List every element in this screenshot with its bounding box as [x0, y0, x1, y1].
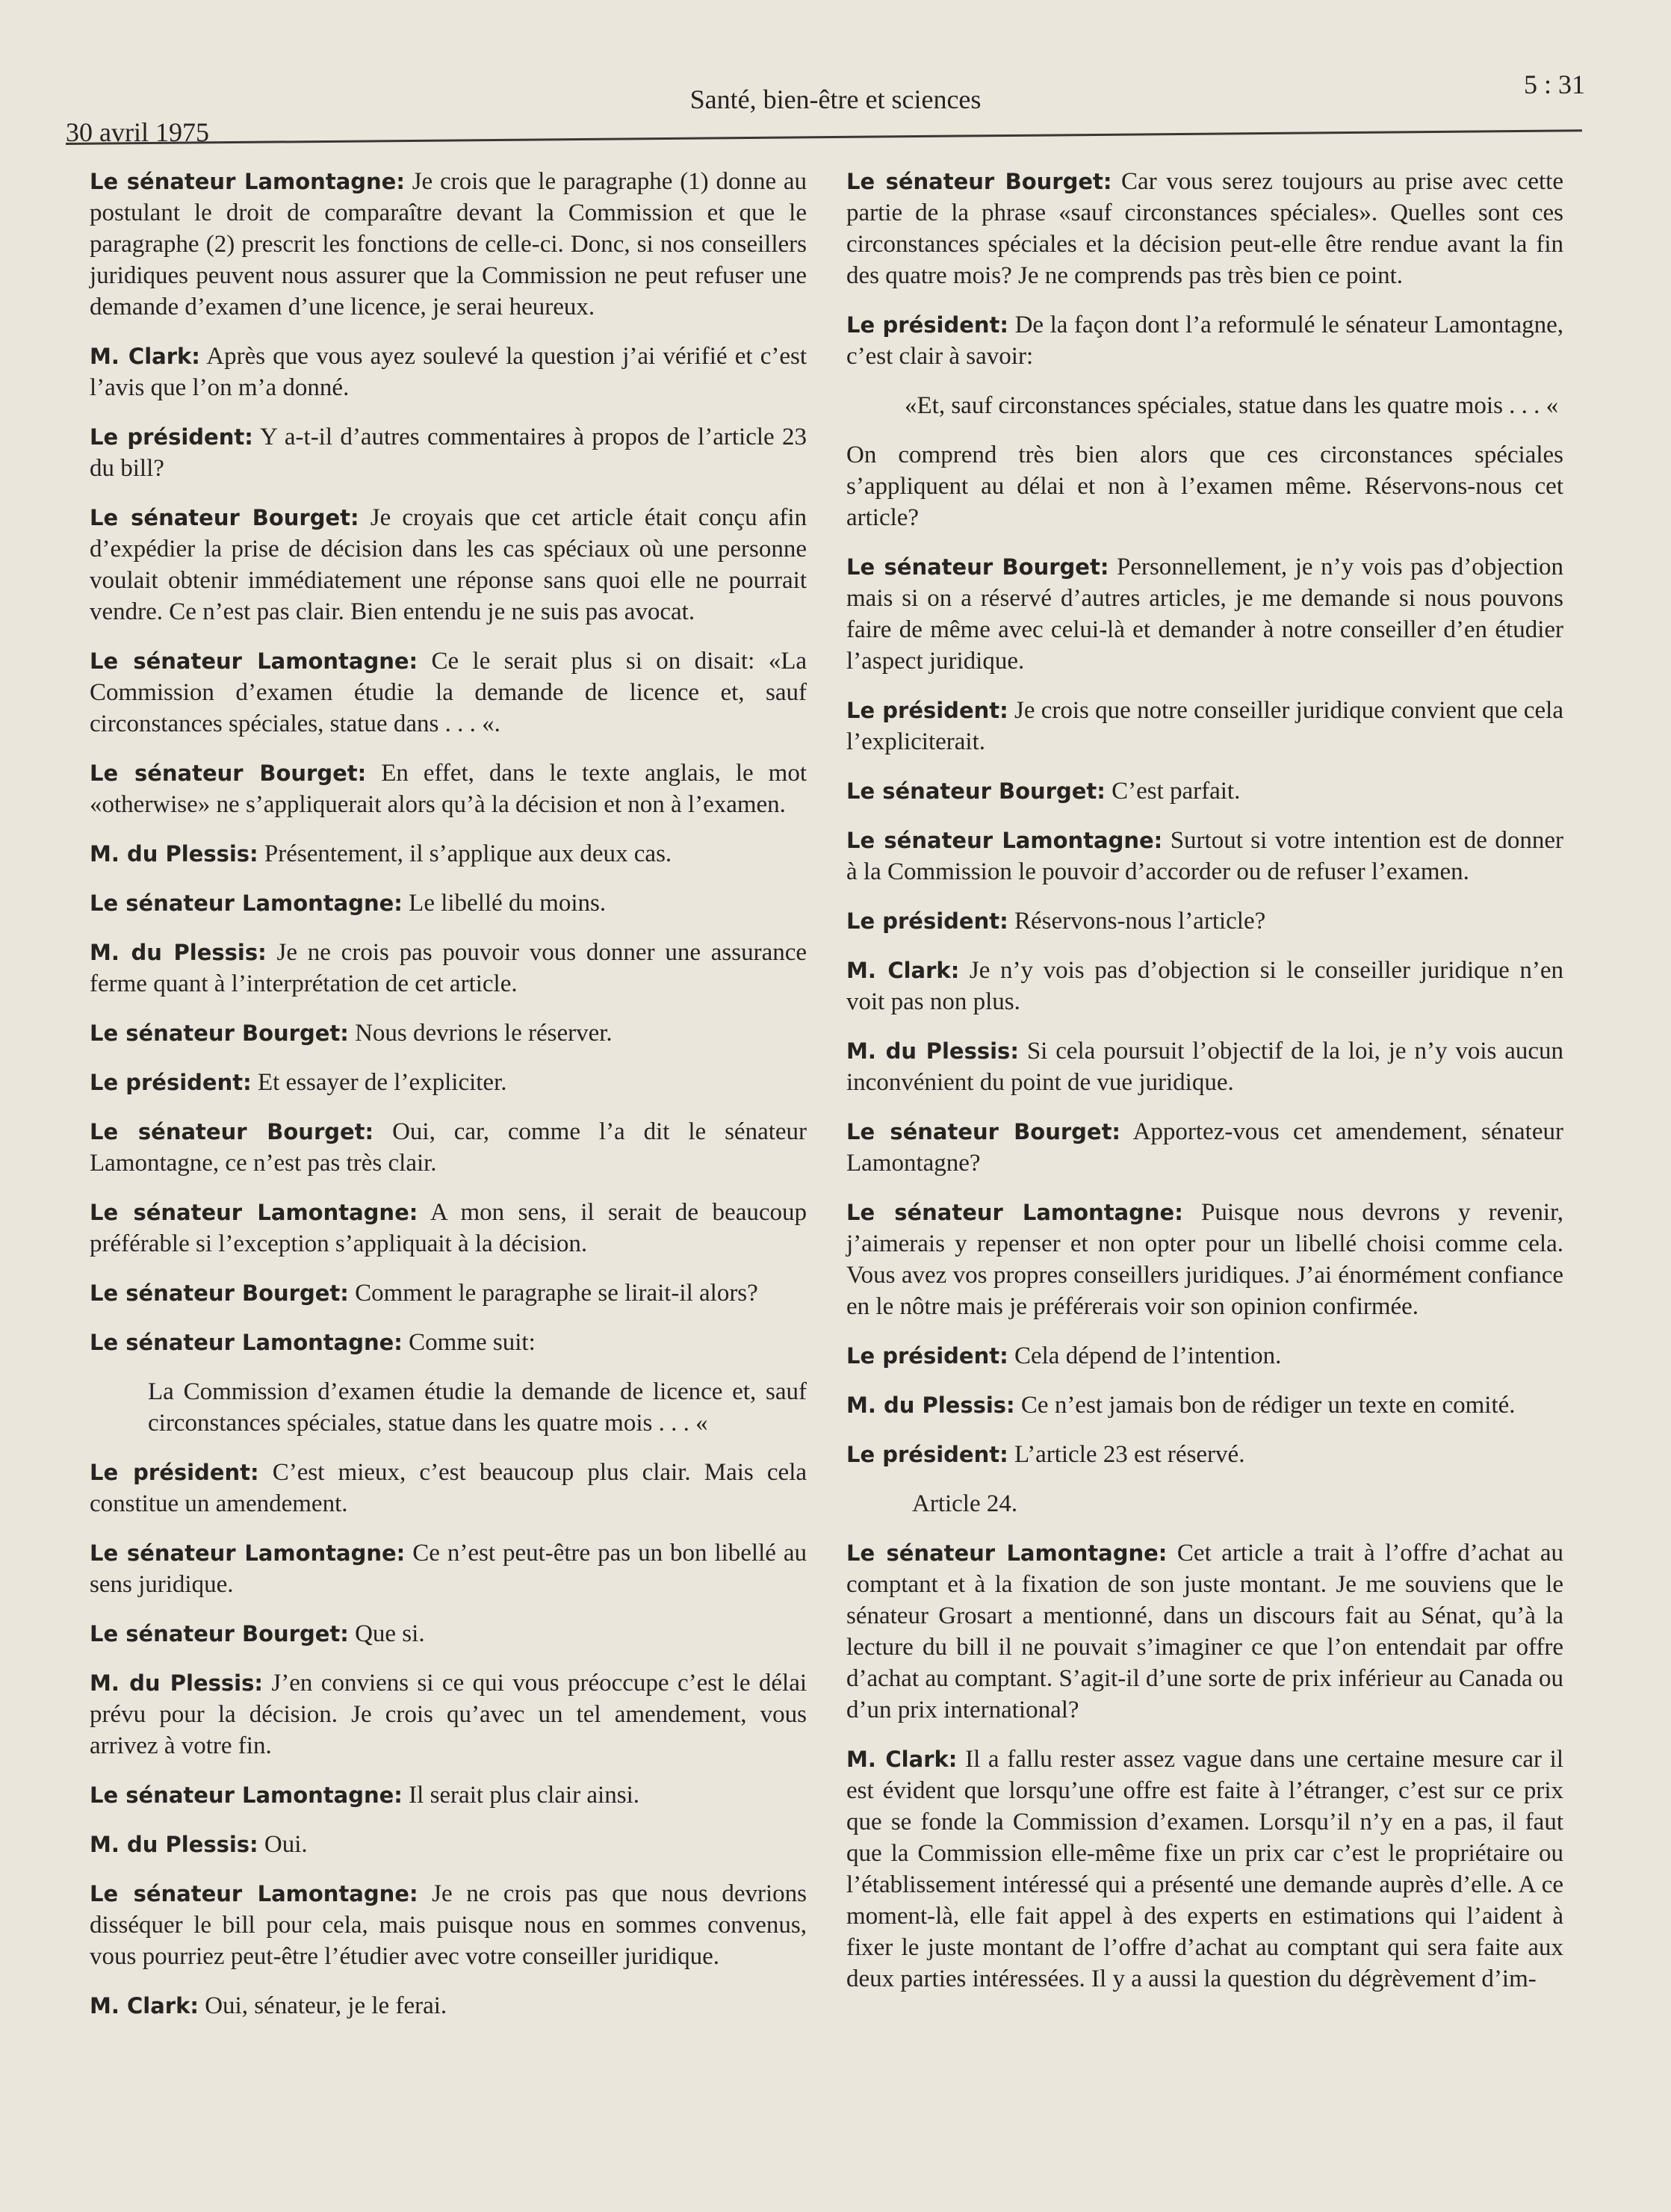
speaker-name: Le sénateur Bourget:	[90, 1119, 374, 1144]
speech-paragraph	[90, 1197, 807, 1260]
speaker-name: Le sénateur Lamontagne:	[90, 1881, 418, 1906]
speaker-name: Le sénateur Lamontagne:	[90, 648, 418, 674]
speaker-name: Le président:	[846, 1343, 1008, 1369]
speech-paragraph	[846, 775, 1563, 807]
speaker-name: M. du Plessis:	[90, 1832, 258, 1857]
speaker-name: M. Clark:	[90, 344, 200, 369]
speaker-name: Le sénateur Lamontagne:	[90, 1200, 418, 1225]
speaker-name: Le président:	[90, 1460, 259, 1485]
speaker-name: Le sénateur Lamontagne:	[90, 1330, 403, 1355]
speech-text: Réservons-nous l’article?	[1014, 908, 1266, 935]
speech-paragraph	[846, 825, 1563, 887]
speaker-name: Le président:	[90, 1070, 252, 1095]
speech-paragraph	[90, 645, 807, 740]
speech-text: Ce le serait plus si on disait: «La Commission d’examen étudie la demande de licence et, sauf circonstances spéciales, statue dans . . . «.	[90, 648, 807, 737]
speech-text: C’est mieux, c’est beaucoup plus clair. Mais cela constitue un amendement.	[90, 1459, 807, 1517]
speech-paragraph	[846, 1197, 1563, 1322]
speech-paragraph	[90, 838, 807, 870]
speech-paragraph	[846, 1035, 1563, 1098]
speaker-name: Le sénateur Bourget:	[846, 554, 1109, 580]
speaker-name: Le sénateur Bourget:	[90, 1020, 349, 1046]
speaker-name: Le sénateur Lamontagne:	[846, 1540, 1168, 1566]
speech-paragraph	[90, 1457, 807, 1519]
speech-text: Car vous serez toujours au prise avec cette partie de la phrase «sauf circonstances spéciales». Quelles sont ces circonstances spéciales et la décision peut-elle être rendue avant la fin des quatre mois? Je ne comprends pas très bien ce point.	[846, 168, 1563, 289]
speech-text: Surtout si votre intention est de donner à la Commission le pouvoir d’accorder ou de refuser l’examen.	[846, 827, 1564, 885]
speech-paragraph	[90, 1829, 807, 1860]
speech-text: Oui, car, comme l’a dit le sénateur Lamontagne, ce n’est pas très clair.	[90, 1118, 807, 1177]
speech-paragraph	[90, 1990, 807, 2022]
speech-paragraph	[846, 1537, 1563, 1726]
speech-text: Personnellement, je n’y vois pas d’objection mais si on a réservé d’autres articles, je me demande si nous pouvons faire de même avec celui-là et demander à notre conseiller d’en étudier l’aspect juridique.	[846, 554, 1563, 675]
speech-paragraph	[90, 1537, 807, 1600]
speech-text: Oui, sénateur, je le ferai.	[205, 1992, 447, 2019]
page-header	[0, 0, 1671, 149]
speech-paragraph	[90, 1017, 807, 1049]
speech-paragraph	[90, 758, 807, 820]
speaker-name: Le président:	[846, 698, 1008, 723]
speech-text: Oui.	[264, 1831, 308, 1858]
speaker-name: Le sénateur Bourget:	[846, 169, 1112, 194]
speech-paragraph	[90, 166, 807, 323]
speech-text: Y a-t-il d’autres commentaires à propos de l’article 23 du bill?	[90, 424, 807, 482]
speech-text: Je croyais que cet article était conçu afin d’expédier la prise de décision dans les cas spéciaux où une personne voulait obtenir immédiatement une réponse sans quoi elle ne pourrait vendre. Ce n’est pas clair. Bien entendu je ne suis pas avocat.	[90, 504, 807, 625]
speaker-name: Le président:	[846, 312, 1009, 338]
speech-paragraph	[846, 1340, 1563, 1372]
speech-paragraph	[846, 695, 1563, 758]
speech-text: J’en conviens si ce qui vous préoccupe c’est le délai prévu pour la décision. Je crois qu’avec un tel amendement, vous arrivez à votre fin.	[90, 1670, 807, 1759]
speech-text: Je n’y vois pas d’objection si le conseiller juridique n’en voit pas non plus.	[846, 957, 1564, 1015]
speaker-name: Le sénateur Lamontagne:	[846, 828, 1163, 853]
speech-text: On comprend très bien alors que ces circonstances spéciales s’appliquent au délai et non à l’examen même. Réservons-nous cet article?	[846, 442, 1563, 531]
speech-paragraph	[90, 887, 807, 919]
left-column	[90, 166, 807, 2039]
speaker-name: Le président:	[846, 1442, 1008, 1467]
header-rule	[66, 129, 1582, 145]
speech-paragraph	[90, 1618, 807, 1649]
speaker-name: M. du Plessis:	[90, 940, 267, 965]
speech-text: Comment le paragraphe se lirait-il alors?	[355, 1280, 758, 1307]
speaker-name: M. du Plessis:	[90, 841, 258, 867]
speech-text: Il a fallu rester assez vague dans une certaine mesure car il est évident que lorsqu’une offre est faite à l’étranger, c’est sur ce prix que se fonde la Commission d’examen. Lorsqu’il n’y en a pas, il faut que la Commission elle-même fixe un prix car c’est le propriétaire ou l’établissement intéressé qui a présenté une demande auprès d’elle. A ce moment-là, elle fait appel à des experts en estimations qui l’aident à fixer le juste montant de l’offre d’achat au comptant qui sera faite aux deux parties intéressées. Il y a aussi la question du dégrèvement d’im-	[846, 1746, 1564, 1992]
speaker-name: M. du Plessis:	[846, 1392, 1015, 1418]
speaker-name: Le président:	[90, 424, 253, 450]
speech-paragraph	[846, 1439, 1563, 1470]
right-column	[846, 166, 1563, 2013]
speaker-name: Le sénateur Bourget:	[90, 1280, 349, 1306]
speaker-name: Le sénateur Bourget:	[846, 778, 1106, 804]
speech-paragraph	[846, 1116, 1563, 1179]
speech-paragraph	[90, 421, 807, 484]
speaker-name: M. Clark:	[90, 1993, 199, 2019]
speech-text: Si cela poursuit l’objectif de la loi, je n’y vois aucun inconvénient du point de vue juridique.	[846, 1038, 1564, 1096]
speaker-name: Le sénateur Bourget:	[846, 1119, 1121, 1144]
speaker-name: M. Clark:	[846, 958, 960, 983]
speech-text: Puisque nous devrons y revenir, j’aimerais y repenser et non opter pour un libellé choisi comme cela. Vous avez vos propres conseillers juridiques. J’ai énormément confiance en le nôtre mais je préférerais voir son opinion confirmée.	[846, 1199, 1564, 1320]
speech-text: C’est parfait.	[1112, 778, 1241, 805]
speaker-name: M. Clark:	[846, 1747, 958, 1772]
speaker-name: M. du Plessis:	[90, 1670, 263, 1696]
quoted-text: «Et, sauf circonstances spéciales, statue dans les quatre mois . . . «	[905, 392, 1559, 419]
speaker-name: Le sénateur Lamontagne:	[90, 169, 405, 194]
speaker-name: Le sénateur Lamontagne:	[846, 1200, 1183, 1225]
speech-text: Cet article a trait à l’offre d’achat au comptant et à la fixation de son juste montant. Je me souviens que le sénateur Grosart a mentionné, dans un discours fait au Sénat, qu’à la lecture du bill il ne pouvait s’imaginer ce que l’on entendait par offre d’achat au comptant. S’agit-il d’une sorte de prix inférieur au Canada ou d’un prix international?	[846, 1540, 1564, 1723]
speaker-name: M. du Plessis:	[846, 1038, 1019, 1064]
speech-text: A mon sens, il serait de beaucoup préférable si l’exception s’appliquait à la décision.	[90, 1199, 807, 1257]
speech-text: Il serait plus clair ainsi.	[409, 1782, 639, 1809]
speech-text: Je crois que notre conseiller juridique convient que cela l’expliciterait.	[846, 697, 1563, 755]
speech-text: Que si.	[355, 1620, 425, 1647]
speech-text: Après que vous ayez soulevé la question j’ai vérifié et c’est l’avis que l’on m’a donné.	[90, 343, 807, 401]
speech-text: Ce n’est jamais bon de rédiger un texte en comité.	[1020, 1392, 1516, 1419]
speech-text: Présentement, il s’applique aux deux cas.	[264, 840, 672, 867]
speech-text: Nous devrions le réserver.	[355, 1020, 613, 1047]
speech-paragraph	[90, 341, 807, 403]
speech-paragraph	[90, 1779, 807, 1811]
speech-paragraph	[846, 166, 1563, 291]
speech-paragraph	[90, 1878, 807, 1972]
speech-paragraph	[90, 1327, 807, 1358]
speech-text: Cela dépend de l’intention.	[1014, 1342, 1282, 1369]
speech-text: Comme suit:	[409, 1329, 536, 1356]
speech-paragraph	[846, 905, 1563, 937]
speech-paragraph	[846, 309, 1563, 372]
quoted-text: La Commission d’examen étudie la demande de licence et, sauf circonstances spéciales, statue dans les quatre mois . . . «	[148, 1378, 807, 1437]
speech-paragraph	[846, 1390, 1563, 1421]
speech-paragraph	[90, 1277, 807, 1309]
speech-paragraph	[846, 439, 1563, 533]
speaker-name: Le sénateur Bourget:	[90, 760, 367, 786]
speech-paragraph	[90, 937, 807, 1000]
speech-text: Je ne crois pas pouvoir vous donner une assurance ferme quant à l’interprétation de cet article.	[90, 939, 807, 997]
speech-paragraph	[90, 502, 807, 628]
speech-text: Ce n’est peut-être pas un bon libellé au sens juridique.	[90, 1540, 807, 1598]
speech-text: En effet, dans le texte anglais, le mot «otherwise» ne s’appliquerait alors qu’à la décision et non à l’examen.	[90, 760, 807, 818]
speech-text: L’article 23 est réservé.	[1014, 1441, 1245, 1468]
speaker-name: Le sénateur Lamontagne:	[90, 1540, 406, 1566]
speech-text: Je crois que le paragraphe (1) donne au postulant le droit de comparaître devant la Commission et que le paragraphe (2) prescrit les fonctions de celle-ci. Donc, si nos conseillers juridiques peuvent nous assurer que la Commission ne peut refuser une demande d’examen d’une licence, je serai heureux.	[90, 168, 807, 320]
speaker-name: Le sénateur Bourget:	[90, 1621, 349, 1646]
speech-paragraph	[90, 1116, 807, 1179]
speaker-name: Le sénateur Bourget:	[90, 505, 359, 530]
header-page-number: 5 : 31	[1524, 69, 1586, 99]
header-title: Santé, bien-être et sciences	[689, 84, 982, 114]
speaker-name: Le sénateur Lamontagne:	[90, 1782, 403, 1808]
article-heading: Article 24.	[912, 1490, 1018, 1517]
speech-text: Je ne crois pas que nous devrions disséquer le bill pour cela, mais puisque nous en sommes convenus, vous pourriez peut-être l’étudier avec votre conseiller juridique.	[90, 1880, 807, 1970]
speech-text: De la façon dont l’a reformulé le sénateur Lamontagne, c’est clair à savoir:	[846, 312, 1564, 370]
speaker-name: Le président:	[846, 908, 1008, 934]
speech-text: Apportez-vous cet amendement, sénateur Lamontagne?	[846, 1118, 1563, 1177]
speech-paragraph	[846, 955, 1563, 1017]
speech-paragraph	[846, 551, 1563, 677]
speech-text: Le libellé du moins.	[409, 890, 607, 917]
speech-text: Et essayer de l’expliciter.	[257, 1069, 507, 1096]
speech-paragraph	[846, 1744, 1563, 1995]
speaker-name: Le sénateur Lamontagne:	[90, 890, 403, 916]
header-date: 30 avril 1975	[66, 117, 209, 147]
speech-paragraph	[90, 1067, 807, 1098]
speech-paragraph	[90, 1667, 807, 1762]
